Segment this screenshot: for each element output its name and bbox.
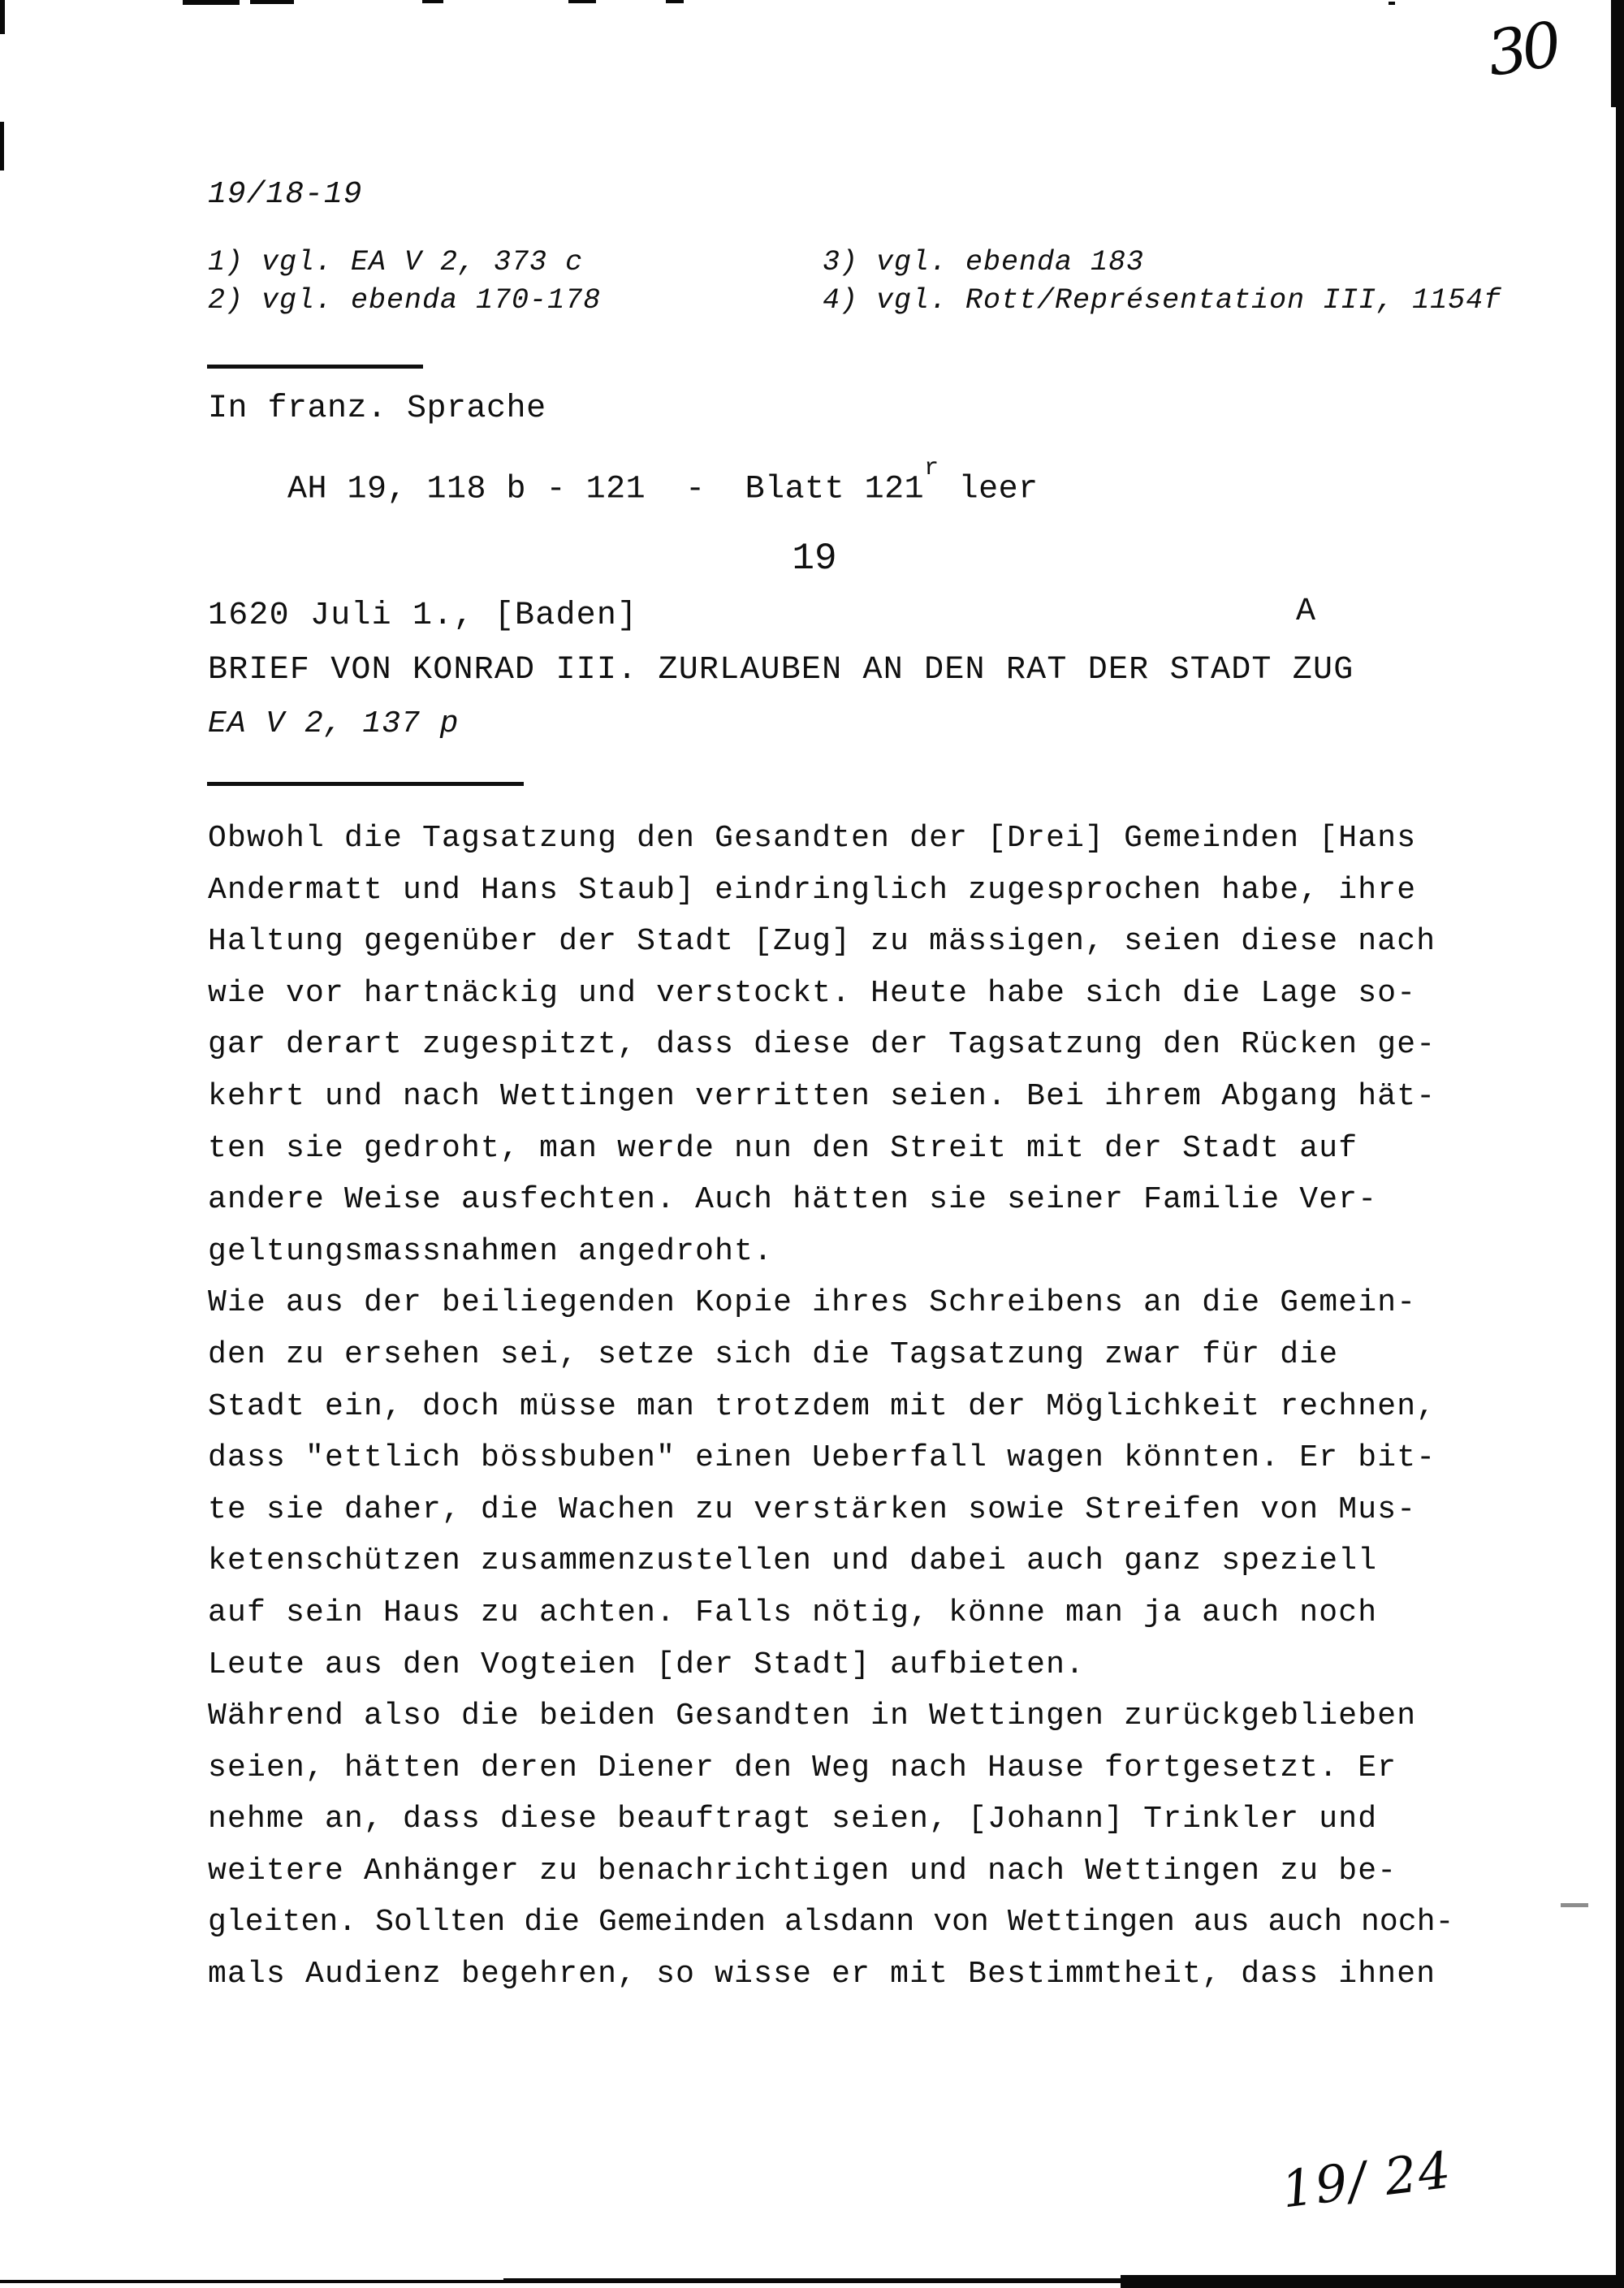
footnote: 2) vgl. ebenda 170-178 bbox=[208, 284, 602, 317]
scan-artifact bbox=[422, 0, 443, 3]
body-text-line: auf sein Haus zu achten. Falls nötig, könne man ja auch noch bbox=[208, 1595, 1378, 1630]
entry-number: 19 bbox=[792, 537, 837, 580]
body-text-line: gar derart zugespitzt, dass diese der Tagsatzung den Rücken ge- bbox=[208, 1027, 1436, 1063]
body-text-line: seien, hätten deren Diener den Weg nach Hause fortgesetzt. Er bbox=[208, 1750, 1397, 1785]
body-text-line: dass "ettlich bössbuben" einen Ueberfall wagen könnten. Er bit- bbox=[208, 1440, 1436, 1476]
summary-body-text bbox=[208, 813, 1588, 2001]
body-text-line: geltungsmassnahmen angedroht. bbox=[208, 1233, 774, 1269]
language-note: In franz. Sprache bbox=[208, 391, 546, 427]
body-text-line: nehme an, dass diese beauftragt seien, [Johann] Trinkler und bbox=[208, 1802, 1378, 1837]
body-text-line: te sie daher, die Wachen zu verstärken sowie Streifen von Mus- bbox=[208, 1492, 1417, 1527]
body-text-line: Haltung gegenüber der Stadt [Zug] zu mässigen, seien diese nach bbox=[208, 924, 1436, 960]
body-text-line: Leute aus den Vogteien [der Stadt] aufbieten. bbox=[208, 1647, 1086, 1682]
footnote: 1) vgl. EA V 2, 373 c bbox=[208, 246, 584, 278]
footnote: 3) vgl. ebenda 183 bbox=[823, 246, 1145, 278]
footnotes-left-column bbox=[208, 244, 601, 320]
body-text-line: ten sie gedroht, man werde nun den Streit mit der Stadt auf bbox=[208, 1130, 1358, 1166]
body-text-line: andere Weise ausfechten. Auch hätten sie seiner Familie Ver- bbox=[208, 1182, 1378, 1218]
body-text-line: den zu ersehen sei, setze sich die Tagsatzung zwar für die bbox=[208, 1336, 1339, 1372]
scan-edge-bottom-mid bbox=[503, 2278, 1137, 2283]
body-text-line: gleiten. Sollten die Gemeinden alsdann von Wettingen aus auch noch- bbox=[208, 1905, 1454, 1940]
body-text-line: weitere Anhänger zu benachrichtigen und nach Wettingen zu be- bbox=[208, 1853, 1397, 1889]
scan-artifact bbox=[666, 0, 684, 3]
body-text-line: kehrt und nach Wettingen verritten seien. Bei ihrem Abgang hät- bbox=[208, 1078, 1436, 1114]
archive-source-line bbox=[208, 430, 1039, 544]
separator-rule-top bbox=[207, 365, 423, 369]
body-text-line: Andermatt und Hans Staub] eindringlich zugesprochen habe, ihre bbox=[208, 872, 1417, 908]
entry-title: BRIEF VON KONRAD III. ZURLAUBEN AN DEN RAT DER STADT ZUG bbox=[208, 652, 1354, 689]
body-text-line: Stadt ein, doch müsse man trotzdem mit der Möglichkeit rechnen, bbox=[208, 1388, 1436, 1424]
scan-artifact bbox=[0, 0, 5, 34]
separator-rule-entry bbox=[207, 782, 524, 786]
body-text-line: Obwohl die Tagsatzung den Gesandten der [Drei] Gemeinden [Hans bbox=[208, 821, 1417, 856]
handwritten-page-number-top: 30 bbox=[1482, 7, 1562, 91]
document-reference: 19/18-19 bbox=[208, 177, 363, 212]
scan-artifact bbox=[183, 0, 240, 5]
archive-source-prefix: AH 19, 118 b - 121 - Blatt 121 bbox=[287, 471, 925, 508]
body-text-line: Während also die beiden Gesandten in Wettingen zurückgeblieben bbox=[208, 1699, 1417, 1734]
archive-source-suffix: leer bbox=[939, 471, 1039, 508]
folio-superscript: r bbox=[924, 455, 939, 482]
scan-artifact bbox=[568, 0, 596, 3]
scan-artifact bbox=[1389, 2, 1395, 5]
body-text-line: Wie aus der beiliegenden Kopie ihres Schreibens an die Gemein- bbox=[208, 1285, 1417, 1321]
scan-edge-right-top bbox=[1611, 0, 1624, 107]
entry-date-place: 1620 Juli 1., [Baden] bbox=[208, 598, 638, 634]
copy-letter-marker: A bbox=[1296, 594, 1316, 630]
scan-edge-bottom-right bbox=[1121, 2275, 1624, 2288]
scan-artifact bbox=[0, 122, 4, 171]
scan-edge-right bbox=[1616, 0, 1624, 2288]
footnotes-right-column bbox=[823, 244, 1501, 320]
entry-source-reference: EA V 2, 137 p bbox=[208, 706, 460, 741]
body-text-line: mals Audienz begehren, so wisse er mit Bestimmtheit, dass ihnen bbox=[208, 1957, 1436, 1992]
handwritten-page-number-bottom: 19/ 24 bbox=[1278, 2139, 1456, 2220]
body-text-line: wie vor hartnäckig und verstockt. Heute habe sich die Lage so- bbox=[208, 975, 1417, 1011]
scan-artifact bbox=[250, 0, 294, 4]
footnote: 4) vgl. Rott/Représentation III, 1154f bbox=[823, 284, 1502, 317]
body-text-line: ketenschützen zusammenzustellen und dabei auch ganz speziell bbox=[208, 1543, 1378, 1579]
